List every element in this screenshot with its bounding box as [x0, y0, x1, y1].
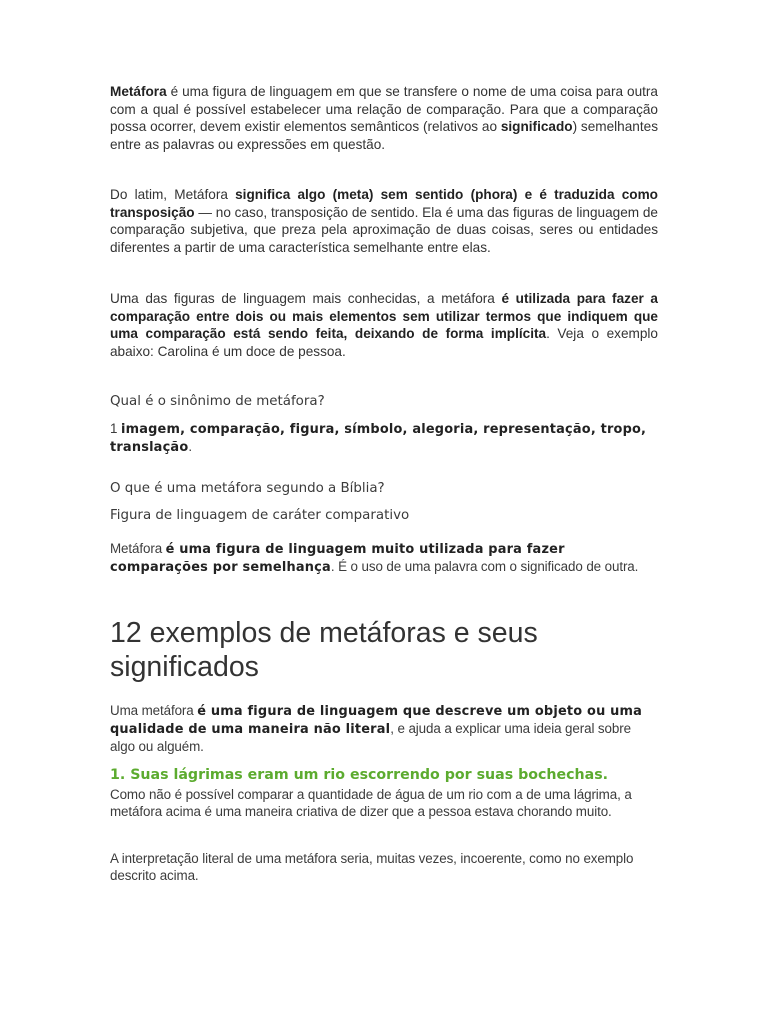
answer-synonym [110, 420, 658, 456]
text-span: , e ajuda a explicar uma ideia geral sobre algo ou alguém. [110, 721, 631, 754]
text-span: . [188, 439, 193, 454]
text-span: Uma das figuras de linguagem mais conhecidas, a metáfora [110, 291, 502, 306]
bold-term: é utilizada para fazer a comparação entre dois ou mais elementos sem utilizar termos que indiquem que uma comparação está sendo feita, deixando de forma implícita [110, 291, 658, 341]
bold-term: é uma figura de linguagem muito utilizada para fazer comparações por semelhança [110, 542, 565, 575]
paragraph-usage [110, 290, 658, 360]
bold-term: Metáfora [110, 84, 167, 99]
example-text: Como não é possível comparar a quantidade de água de um rio com a de uma lágrima, a metáfora acima é uma maneira criativa de dizer que a pessoa estava chorando muito. [110, 787, 632, 819]
text-span: . É o uso de uma palavra com o significado de outra. [330, 559, 639, 574]
text-span: — no caso, transposição de sentido. Ela é uma das figuras de linguagem de comparação subjetiva, que preza pela aproximação de duas coisas, seres ou entidades diferentes a partir de uma característica semelhante entre elas. [110, 204, 658, 255]
text-span: é uma figura de linguagem em que se transfere o nome de uma coisa para outra com a qual é possível estabelecer uma relação de comparação. Para que a comparação possa ocorrer, devem existir elementos semânticos (relativos ao [110, 84, 658, 134]
example-title: 1. Suas lágrimas eram um rio escorrendo por suas bochechas. [110, 767, 609, 783]
paragraph-etymology [110, 186, 658, 256]
paragraph-definition [110, 83, 658, 153]
bold-term: significa algo (meta) sem sentido (phora) e é traduzida como transposição [110, 187, 658, 220]
section-heading: 12 exemplos de metáforas e seus significados [110, 617, 538, 683]
text-span: Uma metáfora [110, 703, 198, 718]
question-bible: O que é uma metáfora segundo a Bíblia? [110, 481, 385, 496]
question-synonym: Qual é o sinônimo de metáfora? [110, 394, 325, 409]
paragraph-intro [110, 702, 658, 755]
text-span: Do latim, Metáfora [110, 187, 236, 202]
bold-term: significado [500, 119, 573, 134]
text-span: . Veja o exemplo abaixo: Carolina é um doce de pessoa. [110, 326, 658, 359]
paragraph-comparison [110, 540, 658, 576]
text-span: ) semelhantes entre as palavras ou expressões em questão. [110, 119, 658, 152]
text-span: 1 [110, 421, 121, 436]
answer-bible: Figura de linguagem de caráter comparativo [110, 508, 410, 523]
text-span: Metáfora [110, 541, 166, 556]
bold-term: é uma figura de linguagem que descreve um objeto ou uma qualidade de uma maneira não literal [110, 704, 643, 737]
bold-term: imagem, comparação, figura, símbolo, alegoria, representação, tropo, translação [110, 422, 647, 455]
paragraph-literal: A interpretação literal de uma metáfora seria, muitas vezes, incoerente, como no exemplo descrito acima. [110, 851, 634, 883]
